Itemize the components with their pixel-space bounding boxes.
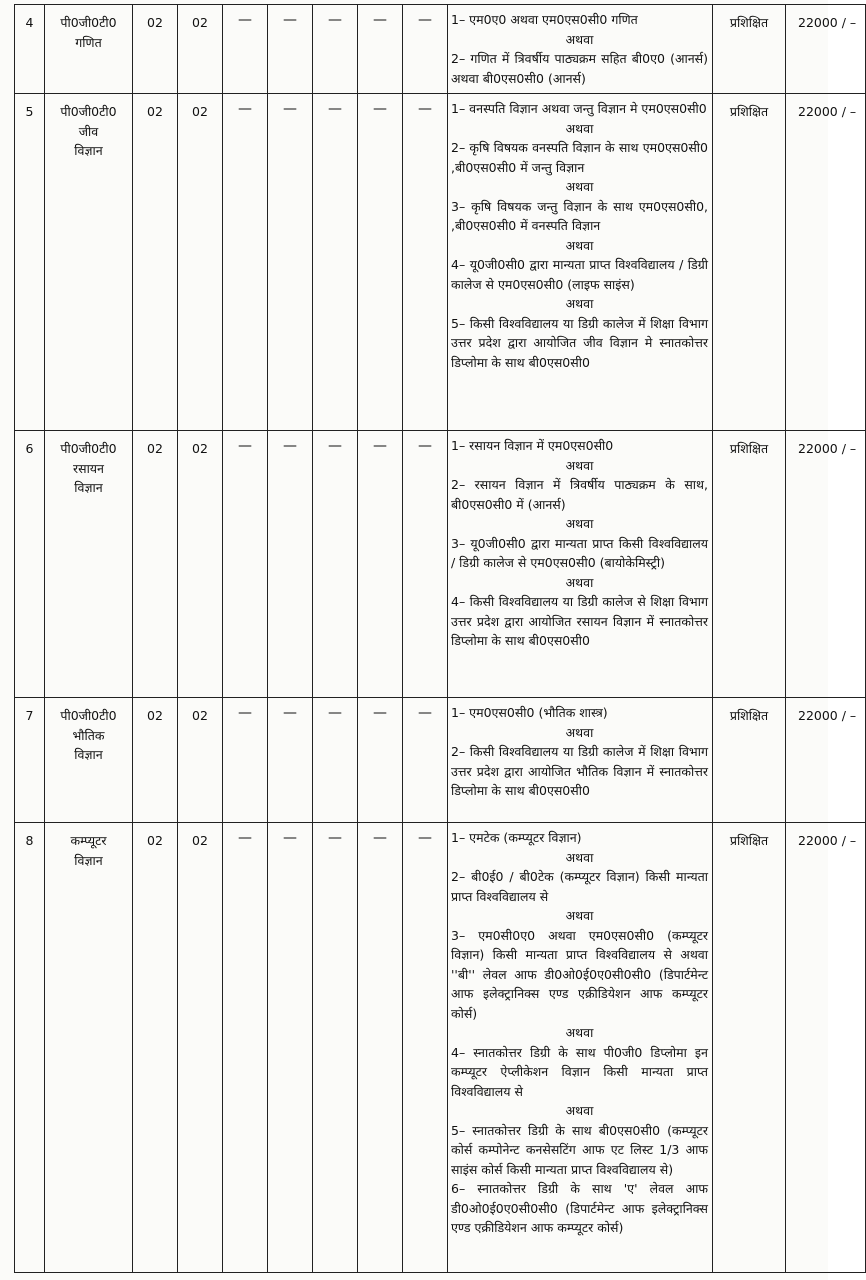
table-row xyxy=(15,823,866,1273)
training-status: प्रशिक्षित xyxy=(713,5,786,94)
separator-athva: अथवा xyxy=(565,179,594,194)
category-dash: — xyxy=(268,94,313,431)
serial-number: 6 xyxy=(15,431,45,698)
category-dash: — xyxy=(358,94,403,431)
separator-athva: अथवा xyxy=(565,908,594,923)
post-name-line: पी0जी0टी0 xyxy=(60,104,117,119)
pay-amount: 22000 / – xyxy=(786,823,866,1273)
qualification-option: 5– स्नातकोत्तर डिग्री के साथ बी0एस0सी0 (कम्प्यूटर कोर्स कम्पोनेन्ट कनसेसटिंग आफ एट लिस्ट 1/3 आफ साइंस कोर्स किसी मान्यता प्राप्त विश्वविद्यालय से) xyxy=(451,1122,708,1177)
table-row xyxy=(15,431,866,698)
separator-athva: अथवा xyxy=(565,516,594,531)
qualification-option: 4– स्नातकोत्तर डिग्री के साथ पी0जी0 डिप्लोमा इन कम्प्यूटर ऐप्लीकेशन विज्ञान किसी मान्यता प्राप्त विश्वविद्यालय से xyxy=(451,1044,708,1099)
qualification-option: 6– स्नातकोत्तर डिग्री के साथ 'ए' लेवल आफ डी0ओ0ई0ए0सी0सी0 (डिपार्टमेन्ट आफ इलेक्ट्रानिक्स एण्ड एक्रीडियेशन आफ कम्प्यूटर कोर्स) xyxy=(451,1181,708,1235)
qualification-option: 3– यू0जी0सी0 द्वारा मान्यता प्राप्त किसी विश्वविद्यालय / डिग्री कालेज से एम0एस0सी0 (बायोकेमिस्ट्री) xyxy=(451,535,708,570)
serial-number: 7 xyxy=(15,698,45,823)
qualification-option: 3– कृषि विषयक जन्तु विज्ञान के साथ एम0एस0सी0, ,बी0एस0सी0 में वनस्पति विज्ञान xyxy=(451,198,708,233)
separator-athva: अथवा xyxy=(565,724,594,740)
general-posts: 02 xyxy=(178,698,223,823)
separator-athva: अथवा xyxy=(565,120,594,136)
separator-athva: अथवा xyxy=(565,849,594,865)
qualification-option: 4– किसी विश्वविद्यालय या डिग्री कालेज से शिक्षा विभाग उत्तर प्रदेश द्वारा आयोजित रसायन विज्ञान में स्नातकोत्तर डिप्लोमा के साथ बी0एस0सी0 xyxy=(451,594,708,648)
separator-athva: अथवा xyxy=(565,1025,594,1040)
general-posts: 02 xyxy=(178,431,223,698)
post-name xyxy=(45,823,133,1273)
separator-athva: अथवा xyxy=(565,1103,594,1118)
category-dash: — xyxy=(313,698,358,823)
post-name-line: गणित xyxy=(75,34,102,50)
category-dash: — xyxy=(268,5,313,94)
post-name-line: विज्ञान xyxy=(74,143,103,158)
separator-athva: अथवा xyxy=(565,457,594,473)
qualification-option: 3– एम0सी0ए0 अथवा एम0एस0सी0 (कम्प्यूटर विज्ञान) किसी मान्यता प्राप्त विश्वविद्यालय से अथवा ''बी'' लेवल आफ डी0ओ0ई0ए0सी0सी0 (डिपार्टमेन्ट आफ इलेक्ट्रानिक्स एण्ड एक्रीडियेशन आफ कम्प्यूटर कोर्स) xyxy=(451,927,708,1021)
category-dash: — xyxy=(403,94,448,431)
post-name-line: विज्ञान xyxy=(74,480,103,495)
table-row xyxy=(15,698,866,823)
post-name-line: विज्ञान xyxy=(74,747,103,762)
qualification-option: 1– एम0ए0 अथवा एम0एस0सी0 गणित xyxy=(451,12,638,27)
category-dash: — xyxy=(403,431,448,698)
post-name-line: पी0जी0टी0 xyxy=(60,708,117,723)
post-name xyxy=(45,94,133,431)
category-dash: — xyxy=(223,823,268,1273)
category-dash: — xyxy=(268,698,313,823)
post-name-line: भौतिक xyxy=(72,727,105,743)
pay-amount: 22000 / – xyxy=(786,431,866,698)
qualification-option: 2– रसायन विज्ञान में त्रिवर्षीय पाठ्यक्रम के साथ, बी0एस0सी0 में (आनर्स) xyxy=(451,477,708,512)
qualification-option: 2– गणित में त्रिवर्षीय पाठ्यक्रम सहित बी0ए0 (आनर्स) अथवा बी0एस0सी0 (आनर्स) xyxy=(451,51,708,86)
category-dash: — xyxy=(223,5,268,94)
separator-athva: अथवा xyxy=(565,31,594,47)
total-posts: 02 xyxy=(133,94,178,431)
vacancy-table xyxy=(14,4,866,1273)
qualification-option: 1– वनस्पति विज्ञान अथवा जन्तु विज्ञान मे एम0एस0सी0 xyxy=(451,101,707,116)
qualification-option: 1– रसायन विज्ञान में एम0एस0सी0 xyxy=(451,438,614,453)
category-dash: — xyxy=(358,698,403,823)
post-name xyxy=(45,698,133,823)
separator-athva: अथवा xyxy=(565,574,594,590)
general-posts: 02 xyxy=(178,94,223,431)
category-dash: — xyxy=(403,823,448,1273)
post-name-line: जीव xyxy=(78,123,99,139)
category-dash: — xyxy=(268,823,313,1273)
separator-athva: अथवा xyxy=(565,237,594,253)
post-name-line: पी0जी0टी0 xyxy=(60,441,117,456)
total-posts: 02 xyxy=(133,431,178,698)
category-dash: — xyxy=(313,5,358,94)
qualification-option: 4– यू0जी0सी0 द्वारा मान्यता प्राप्त विश्वविद्यालय / डिग्री कालेज से एम0एस0सी0 (लाइफ साइंस) xyxy=(451,257,708,292)
pay-amount: 22000 / – xyxy=(786,94,866,431)
category-dash: — xyxy=(313,823,358,1273)
pay-amount: 22000 / – xyxy=(786,698,866,823)
serial-number: 4 xyxy=(15,5,45,94)
qualification-option: 5– किसी विश्वविद्यालय या डिग्री कालेज में शिक्षा विभाग उत्तर प्रदेश द्वारा आयोजित जीव विज्ञान मे स्नातकोत्तर डिप्लोमा के साथ बी0एस0सी0 xyxy=(451,315,708,370)
category-dash: — xyxy=(358,431,403,698)
category-dash: — xyxy=(223,431,268,698)
separator-athva: अथवा xyxy=(565,296,594,311)
category-dash: — xyxy=(223,698,268,823)
category-dash: — xyxy=(268,431,313,698)
qualification-cell xyxy=(448,823,713,1273)
table-body xyxy=(15,5,866,1273)
category-dash: — xyxy=(313,94,358,431)
category-dash: — xyxy=(358,823,403,1273)
table-row xyxy=(15,94,866,431)
training-status: प्रशिक्षित xyxy=(713,698,786,823)
qualification-option: 2– बी0ई0 / बी0टेक (कम्प्यूटर विज्ञान) किसी मान्यता प्राप्त विश्वविद्यालय से xyxy=(451,869,708,904)
post-name xyxy=(45,5,133,94)
qualification-option: 2– कृषि विषयक वनस्पति विज्ञान के साथ एम0एस0सी0 ,बी0एस0सी0 में जन्तु विज्ञान xyxy=(451,140,708,175)
qualification-cell xyxy=(448,431,713,698)
serial-number: 8 xyxy=(15,823,45,1273)
total-posts: 02 xyxy=(133,823,178,1273)
qualification-option: 2– किसी विश्वविद्यालय या डिग्री कालेज में शिक्षा विभाग उत्तर प्रदेश द्वारा आयोजित भौतिक विज्ञान में स्नातकोत्तर डिप्लोमा के साथ बी0एस0सी0 xyxy=(451,744,708,798)
qualification-cell xyxy=(448,94,713,431)
training-status: प्रशिक्षित xyxy=(713,431,786,698)
category-dash: — xyxy=(223,94,268,431)
qualification-cell xyxy=(448,698,713,823)
post-name-line: कम्प्यूटर xyxy=(70,833,107,848)
training-status: प्रशिक्षित xyxy=(713,823,786,1273)
category-dash: — xyxy=(358,5,403,94)
post-name-line: विज्ञान xyxy=(74,852,103,868)
general-posts: 02 xyxy=(178,823,223,1273)
serial-number: 5 xyxy=(15,94,45,431)
training-status: प्रशिक्षित xyxy=(713,94,786,431)
category-dash: — xyxy=(403,698,448,823)
post-name xyxy=(45,431,133,698)
pay-amount: 22000 / – xyxy=(786,5,866,94)
qualification-option: 1– एम0एस0सी0 (भौतिक शास्त्र) xyxy=(451,705,608,720)
qualification-option: 1– एमटेक (कम्प्यूटर विज्ञान) xyxy=(451,830,582,845)
category-dash: — xyxy=(313,431,358,698)
total-posts: 02 xyxy=(133,5,178,94)
post-name-line: रसायन xyxy=(73,460,104,476)
category-dash: — xyxy=(403,5,448,94)
general-posts: 02 xyxy=(178,5,223,94)
total-posts: 02 xyxy=(133,698,178,823)
table-row xyxy=(15,5,866,94)
post-name-line: पी0जी0टी0 xyxy=(60,15,117,30)
qualification-cell xyxy=(448,5,713,94)
